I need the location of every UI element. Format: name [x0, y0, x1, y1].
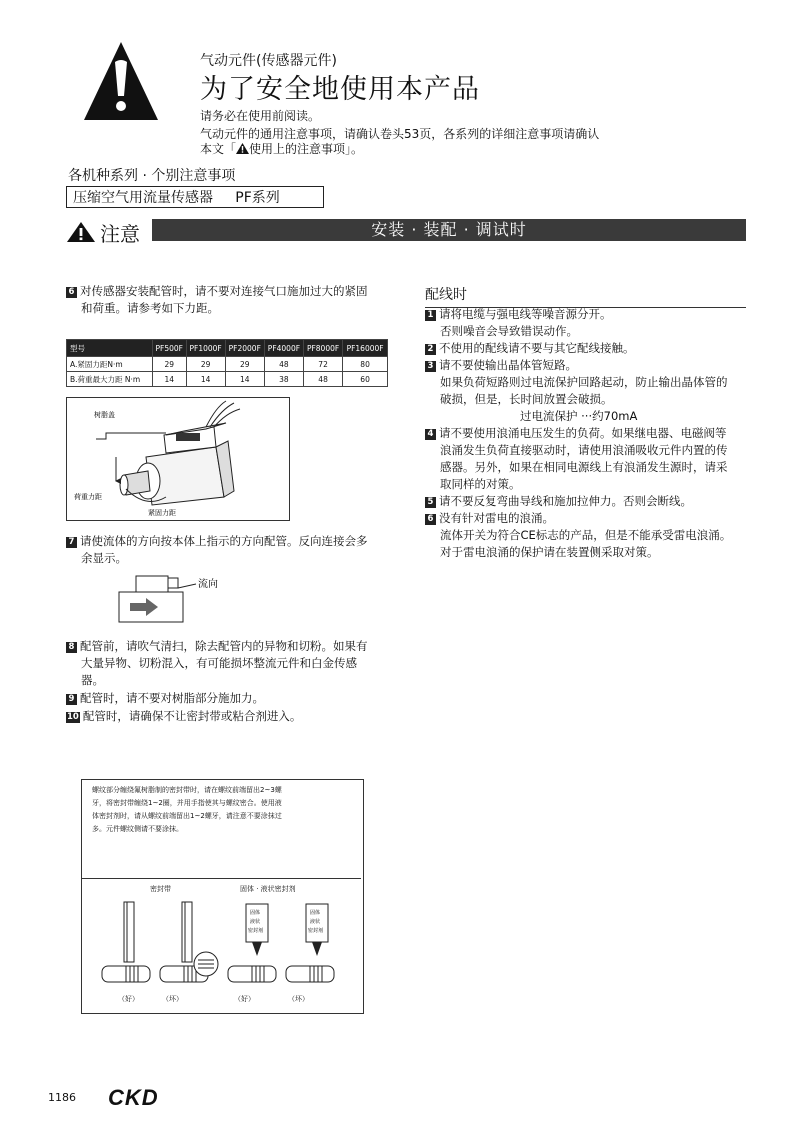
torque-table: [66, 339, 388, 387]
brand-logo: CKD: [108, 1085, 159, 1110]
section-banner: 安装 · 装配 · 调试时: [152, 219, 746, 241]
sensor-mounting-figure: [66, 397, 290, 521]
bottle-label-2: 液状: [250, 919, 261, 925]
bottle-label-1: 固体: [250, 910, 261, 916]
seal-divider: [82, 878, 361, 879]
wiring-item-5: 5 请不要反复弯曲导线和施加拉伸力。否则会断线。: [425, 493, 755, 510]
wiring-heading: 配线时: [425, 284, 746, 308]
warning-triangle-icon: [82, 40, 160, 122]
table-row: B.荷重最大力距 N·m 14 14 14 38 48 60: [67, 372, 388, 387]
wiring-item-6: 6 没有针对雷电的浪涌。 流体开关为符合CE标志的产品，但是不能承受雷电浪涌。 对于雷电浪涌的保护请在装置侧采取对策。: [425, 510, 755, 561]
page-number: 1186: [48, 1091, 76, 1104]
load-torque-label: 荷重力距: [74, 493, 102, 501]
bottle-label-2: 液状: [310, 919, 321, 925]
table-row: A.紧固力距N·m 29 29 29 48 72 80: [67, 357, 388, 372]
bottle-label-3: 密封剂: [308, 928, 324, 934]
header-line-3: 本文「 使用上的注意事项」。: [200, 142, 364, 156]
item-10: 10 配管时，请确保不让密封带或粘合剂进入。: [67, 709, 302, 723]
caution-label: 注意: [100, 222, 140, 246]
series-heading: 各机种系列 · 个别注意事项: [68, 168, 236, 184]
wiring-item-1: 1 请将电缆与强电线等噪音源分开。 否则噪音会导致错误动作。: [425, 306, 755, 340]
page-title: 为了安全地使用本产品: [200, 74, 480, 105]
table-header-row: 型号 PF500F PF1000F PF2000F PF4000F PF8000F PF16000F: [67, 340, 388, 357]
item-6: 6 对传感器安装配管时，请不要对连接气口施加过大的紧固 和荷重。请参考如下力距。: [66, 283, 396, 317]
header-line-1: 请务必在使用前阅读。: [200, 109, 321, 123]
bottle-label-1: 固体: [310, 910, 321, 916]
bottle-label-3: 密封剂: [248, 928, 264, 934]
seal-note-text: 螺纹部分缠绕氟树脂制的密封带时，请在螺纹前端留出2~3螺 牙，将密封带缠绕1~2圈，并用手指使其与螺纹密合。使用液 体密封剂时，请从螺纹前端留出1~2螺牙，请注意不要涂抹过 多。元件螺纹侧请不要涂抹。: [92, 786, 282, 833]
seal-tape-label: 密封带: [150, 885, 171, 893]
wiring-item-4: 4 请不要使用浪涌电压发生的负荷。如果继电器、电磁阀等 浪涌发生负荷直接驱动时，请使用浪涌吸收元件内置的传 感器。另外，如果在相同电源线上有浪涌发生源时，请采 取同样的对策。: [425, 425, 755, 493]
wiring-item-2: 2 不使用的配线请不要与其它配线接触。: [425, 340, 755, 357]
header-category: 气动元件(传感器元件): [200, 53, 337, 69]
liquid-bad-label: （坏）: [288, 995, 309, 1003]
liquid-good-label: （好）: [234, 995, 255, 1003]
tape-good-label: （好）: [118, 995, 139, 1003]
caution-icon: [67, 222, 95, 242]
tape-bad-label: （坏）: [162, 995, 183, 1003]
item-7: 7 请使流体的方向按本体上指示的方向配管。反向连接会多 余显示。: [66, 533, 396, 567]
flow-label: 流向: [198, 579, 218, 590]
warning-small-icon: [236, 143, 249, 154]
item-8: 8 配管前，请吹气清扫，除去配管内的异物和切粉。如果有 大量异物、切粉混入，有可能损坏整流元件和白金传感 器。: [66, 638, 396, 689]
product-title: 压缩空气用流量传感器 PF系列: [66, 186, 324, 208]
item-9: 9 配管时，请不要对树脂部分施加力。: [66, 690, 396, 707]
wiring-list: [425, 306, 755, 561]
wiring-item-3: 3 请不要使输出晶体管短路。 如果负荷短路则过电流保护回路起动，防止输出晶体管的 破损，但是，长时间放置会破损。 过电流保护 ···约70mA: [425, 357, 755, 425]
resin-cover-label: 树脂盖: [94, 411, 115, 419]
header-line-2: 气动元件的通用注意事项，请确认卷头53页，各系列的详细注意事项请确认: [200, 127, 600, 141]
liquid-sealant-label: 固体 · 液状密封剂: [240, 885, 296, 893]
seal-illustration: [100, 896, 340, 992]
flow-direction-figure: [118, 570, 228, 626]
tighten-torque-label: 紧固力距: [148, 509, 176, 517]
